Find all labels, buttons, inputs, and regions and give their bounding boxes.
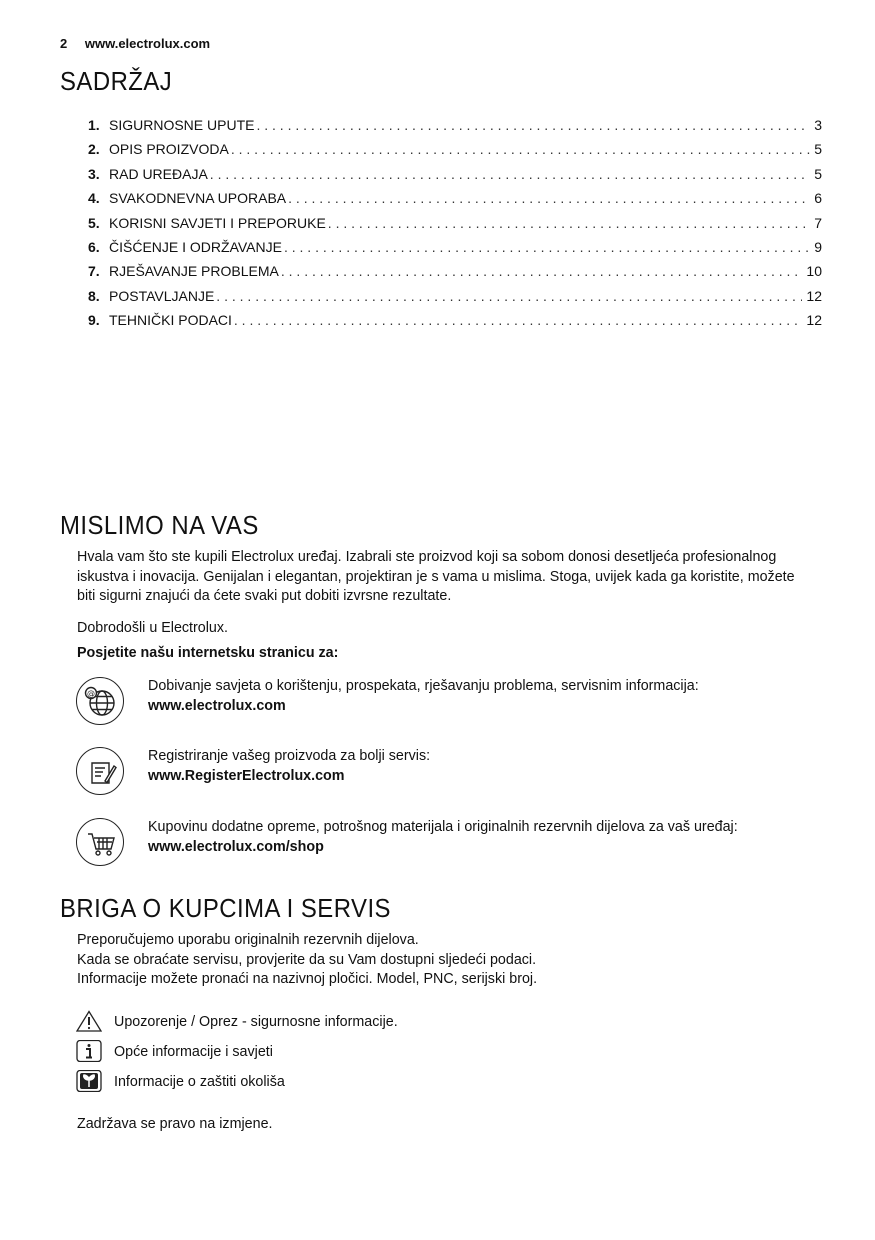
toc-item-label: ČIŠĆENJE I ODRŽAVANJE — [109, 238, 282, 255]
website-link[interactable]: www.electrolux.com — [148, 697, 286, 714]
header-website: www.electrolux.com — [84, 36, 211, 51]
toc-item-label: RAD UREĐAJA — [109, 165, 208, 182]
page-number: 2 — [60, 36, 68, 51]
toc-dot-leader — [284, 239, 810, 256]
toc-item[interactable] — [88, 117, 822, 141]
toc-item-page: 12 — [806, 287, 822, 304]
toc-item-label: RJEŠAVANJE PROBLEMA — [109, 263, 279, 280]
toc-dot-leader — [281, 263, 803, 280]
toc-dot-leader — [234, 312, 803, 329]
toc-item-page: 12 — [806, 312, 822, 329]
care-line: Informacije možete pronaći na nazivnoj pločici. Model, PNC, serijski broj. — [77, 971, 538, 987]
visit-item-shop — [76, 818, 836, 874]
toc-item-number: 5. — [88, 214, 100, 231]
table-of-contents — [88, 117, 822, 337]
toc-item-label: POSTAVLJANJE — [109, 287, 215, 304]
toc-item-page: 3 — [814, 117, 822, 133]
reserve-notice: Zadržava se pravo na izmjene. — [77, 1116, 273, 1132]
cart-icon — [76, 818, 124, 866]
toc-item[interactable] — [88, 312, 822, 336]
toc-item-number: 7. — [88, 263, 100, 280]
toc-item-page: 5 — [814, 165, 822, 182]
toc-item-page: 10 — [806, 263, 822, 280]
toc-dot-leader — [210, 166, 810, 183]
register-link[interactable]: www.RegisterElectrolux.com — [148, 767, 345, 784]
visit-item-support — [76, 677, 836, 733]
shop-link[interactable]: www.electrolux.com/shop — [148, 838, 324, 855]
legend-text: Upozorenje / Oprez - sigurnosne informacije. — [114, 1014, 398, 1030]
toc-item[interactable] — [88, 166, 822, 190]
legend-text: Informacije o zaštiti okoliša — [114, 1074, 285, 1090]
toc-item[interactable] — [88, 141, 822, 165]
toc-item-number: 8. — [88, 287, 100, 304]
toc-item-label: KORISNI SAVJETI I PREPORUKE — [109, 214, 326, 231]
toc-dot-leader — [288, 190, 810, 207]
care-line: Kada se obraćate servisu, provjerite da su Vam dostupni sljedeći podaci. — [77, 951, 537, 968]
toc-item-label: SIGURNOSNE UPUTE — [109, 117, 255, 133]
toc-item[interactable] — [88, 239, 822, 263]
toc-item-page: 6 — [814, 190, 822, 207]
intro-line: Hvala vam što ste kupili Electrolux uređaj. Izabrali ste proizvod koji sa sobom donosi desetljeća profesionalnog — [77, 549, 777, 565]
toc-title: SADRŽAJ — [60, 66, 173, 96]
register-icon — [76, 747, 124, 795]
toc-item[interactable] — [88, 215, 822, 239]
toc-item[interactable] — [88, 288, 822, 312]
globe-icon — [76, 677, 124, 725]
warning-icon — [76, 1010, 102, 1032]
toc-item-number: 9. — [88, 312, 100, 329]
visit-item-register — [76, 747, 836, 803]
toc-item-page: 5 — [814, 141, 822, 158]
page-header — [60, 36, 210, 51]
legend-text: Opće informacije i savjeti — [114, 1044, 273, 1060]
care-paragraph — [77, 931, 827, 990]
toc-item[interactable] — [88, 263, 822, 287]
toc-item-label: SVAKODNEVNA UPORABA — [109, 190, 287, 207]
toc-item-number: 6. — [88, 238, 100, 255]
toc-item-number: 2. — [88, 141, 100, 158]
toc-dot-leader — [256, 117, 810, 134]
intro-paragraph — [77, 548, 827, 607]
care-line: Preporučujemo uporabu originalnih rezervnih dijelova. — [77, 932, 419, 948]
toc-item[interactable] — [88, 190, 822, 214]
intro-line: iskustva i inovacija. Genijalan i elegantan, projektiran je s vama u mislima. Stoga, uvijek kada ga koristite, možete — [77, 568, 795, 585]
intro-line: biti sigurni znajući da ćete svaki put dobiti izvrsne rezultate. — [77, 588, 452, 604]
toc-dot-leader — [328, 215, 810, 232]
toc-item-page: 9 — [814, 238, 822, 255]
visit-heading: Posjetite našu internetsku stranicu za: — [77, 645, 339, 661]
toc-item-number: 3. — [88, 165, 100, 182]
toc-item-number: 4. — [88, 190, 100, 207]
toc-item-page: 7 — [814, 214, 822, 231]
toc-item-label: OPIS PROIZVODA — [109, 141, 229, 158]
toc-item-label: TEHNIČKI PODACI — [109, 312, 232, 329]
section-title-care: BRIGA O KUPCIMA I SERVIS — [60, 893, 391, 923]
toc-dot-leader — [216, 288, 802, 305]
visit-item-text: Kupovinu dodatne opreme, potrošnog materijala i originalnih rezervnih dijelova za vaš uređaj: — [148, 819, 738, 835]
toc-item-number: 1. — [88, 117, 100, 133]
section-title-thinking: MISLIMO NA VAS — [60, 510, 259, 540]
toc-dot-leader — [231, 141, 810, 158]
info-icon — [76, 1040, 102, 1062]
welcome-text: Dobrodošli u Electrolux. — [77, 620, 228, 636]
environment-icon — [76, 1070, 102, 1092]
visit-item-text: Registriranje vašeg proizvoda za bolji servis: — [148, 748, 431, 764]
visit-item-text: Dobivanje savjeta o korištenju, prospekata, rješavanju problema, servisnim informacija: — [148, 678, 699, 694]
svg-text:@: @ — [87, 689, 95, 698]
